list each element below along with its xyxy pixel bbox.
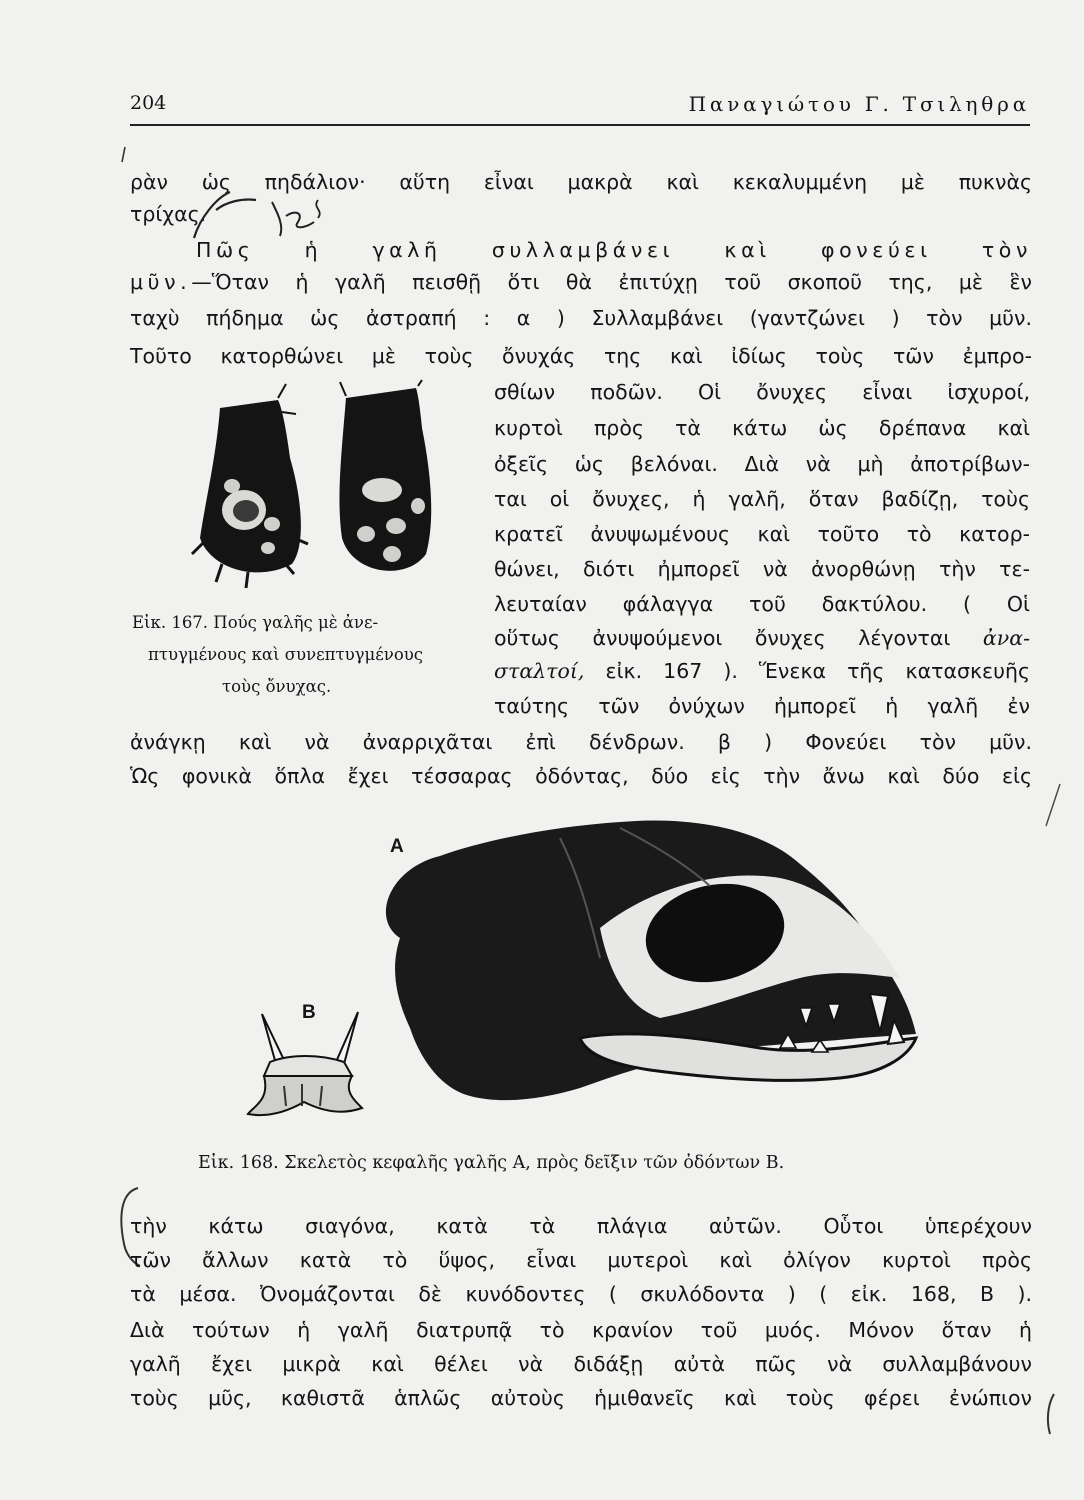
text-line-bottom-1: τὴν κάτω σιαγόνα, κατὰ τὰ πλάγια αὐτῶν. Οὗτοι ὑπερέχουν: [130, 1214, 1032, 1238]
figure-168-canine-teeth: [240, 1010, 370, 1122]
figure-167-cat-paws: [186, 378, 446, 590]
right-col-line-2: κυρτοὶ πρὸς τὰ κάτω ὡς δρέπανα καὶ: [494, 416, 1030, 440]
text-line-heading-cont: [130, 266, 1032, 298]
figure-168-cat-skull: [360, 808, 926, 1108]
term-anastaltoi-2: σταλτοί,: [494, 659, 585, 683]
right-col-line-1: σθίων ποδῶν. Οἱ ὄνυχες εἶναι ἰσχυροί,: [494, 380, 1030, 404]
term-anastaltoi-1: ἀνα-: [982, 626, 1030, 650]
text-line-bottom-3: τὰ μέσα. Ὀνομάζονται δὲ κυνόδοντες ( σκυλόδοντα ) ( εἰκ. 168, Β ).: [130, 1282, 1032, 1306]
text-line-after-fig167-1: ἀνάγκῃ καὶ νὰ ἀναρριχᾶται ἐπὶ δένδρων. β ) Φονεύει τὸν μῦν.: [130, 730, 1032, 754]
paw-claws-extended: [192, 384, 308, 588]
running-head: Παναγιώτου Γ. Τσιληθρα: [688, 92, 1030, 116]
right-col-line-3: ὀξεῖς ὡς βελόναι. Διὰ νὰ μὴ ἀποτρίβων-: [494, 452, 1030, 476]
figure-167-caption-line-1: Εἰκ. 167. Πούς γαλῆς μὲ ἀνε-: [132, 613, 379, 632]
text-line-bottom-5: γαλῆ ἔχει μικρὰ καὶ θέλει νὰ διδάξῃ αὐτὰ πῶς νὰ συλλαμβάνουν: [130, 1352, 1032, 1376]
figure-167-caption-line-2: πτυγμένους καὶ συνεπτυγμένους: [148, 645, 424, 664]
right-col-line-9b: εἰκ. 167 ). Ἕνεκα τῆς κατασκευῆς: [605, 659, 1030, 683]
text-line-bottom-4: Διὰ τούτων ἡ γαλῆ διατρυπᾷ τὸ κρανίον τοῦ μυός. Μόνον ὅταν ἡ: [130, 1318, 1032, 1342]
text-line-bottom-2: τῶν ἄλλων κατὰ τὸ ὕψος, εἶναι μυτεροὶ καὶ ὀλίγον κυρτοὶ πρὸς: [130, 1248, 1032, 1272]
figure-168-label-b: Β: [302, 1002, 316, 1023]
text-line-bottom-6: τοὺς μῦς, καθιστᾶ ἁπλῶς αὐτοὺς ἡμιθανεῖς καὶ τοὺς φέρει ἐνώπιον: [130, 1386, 1032, 1410]
right-col-line-4: ται οἱ ὄνυχες, ἡ γαλῆ, ὅταν βαδίζῃ, τοὺς: [494, 487, 1030, 511]
pencil-mark-right: [1036, 782, 1066, 832]
page-header: [130, 92, 1030, 126]
right-col-line-9: [494, 655, 1030, 687]
text-line-1: ρὰν ὡς πηδάλιον· αὕτη εἶναι μακρὰ καὶ κεκαλυμμένη μὲ πυκνὰς: [130, 170, 1032, 194]
figure-168-caption: Εἰκ. 168. Σκελετὸς κεφαλῆς γαλῆς Α, πρὸς δεῖξιν τῶν ὀδόντων Β.: [198, 1153, 785, 1173]
text-line-4: ταχὺ πήδημα ὡς ἀστραπή : α ) Συλλαμβάνει (γαντζώνει ) τὸν μῦν.: [130, 306, 1032, 330]
pencil-mark: [118, 146, 130, 164]
pencil-mark-bottom-right: [1040, 1390, 1062, 1440]
figure-168-label-a: Α: [390, 836, 404, 857]
text-line-2: τρίχας.: [130, 202, 207, 226]
text-line-after-fig167-2: Ὡς φονικὰ ὅπλα ἔχει τέσσαρας ὀδόντας, δύο εἰς τὴν ἄνω καὶ δύο εἰς: [130, 764, 1032, 788]
heading-continuation: —Ὅταν ἡ γαλῆ πεισθῇ ὅτι θὰ ἐπιτύχῃ τοῦ σκοποῦ της, μὲ ἓν: [191, 270, 1032, 294]
section-heading: Πῶς ἡ γαλῆ συλλαμβάνει καὶ φονεύει τὸν: [196, 238, 1032, 262]
text-line-5: Τοῦτο κατορθώνει μὲ τοὺς ὄνυχάς της καὶ ἰδίως τοὺς τῶν ἐμπρο-: [130, 344, 1032, 368]
right-col-line-8: [494, 622, 1030, 654]
page-number: 204: [130, 92, 167, 114]
figure-167-caption-line-3: τοὺς ὄνυχας.: [222, 677, 332, 696]
section-heading-end: μῦν.: [130, 270, 192, 294]
right-col-line-5: κρατεῖ ἀνυψωμένους καὶ τοῦτο τὸ κατορ-: [494, 522, 1030, 546]
right-col-line-6: θώνει, διότι ἠμπορεῖ νὰ ἀνορθώνῃ τὴν τε-: [494, 557, 1030, 581]
paw-claws-retracted: [339, 380, 431, 571]
right-col-line-10: ταύτης τῶν ὀνύχων ἠμπορεῖ ἡ γαλῆ ἐν: [494, 694, 1030, 718]
right-col-line-7: λευταίαν φάλαγγα τοῦ δακτύλου. ( Οἱ: [494, 592, 1030, 616]
right-col-line-8a: οὕτως ἀνυψούμενοι ὄνυχες λέγονται: [494, 626, 951, 650]
